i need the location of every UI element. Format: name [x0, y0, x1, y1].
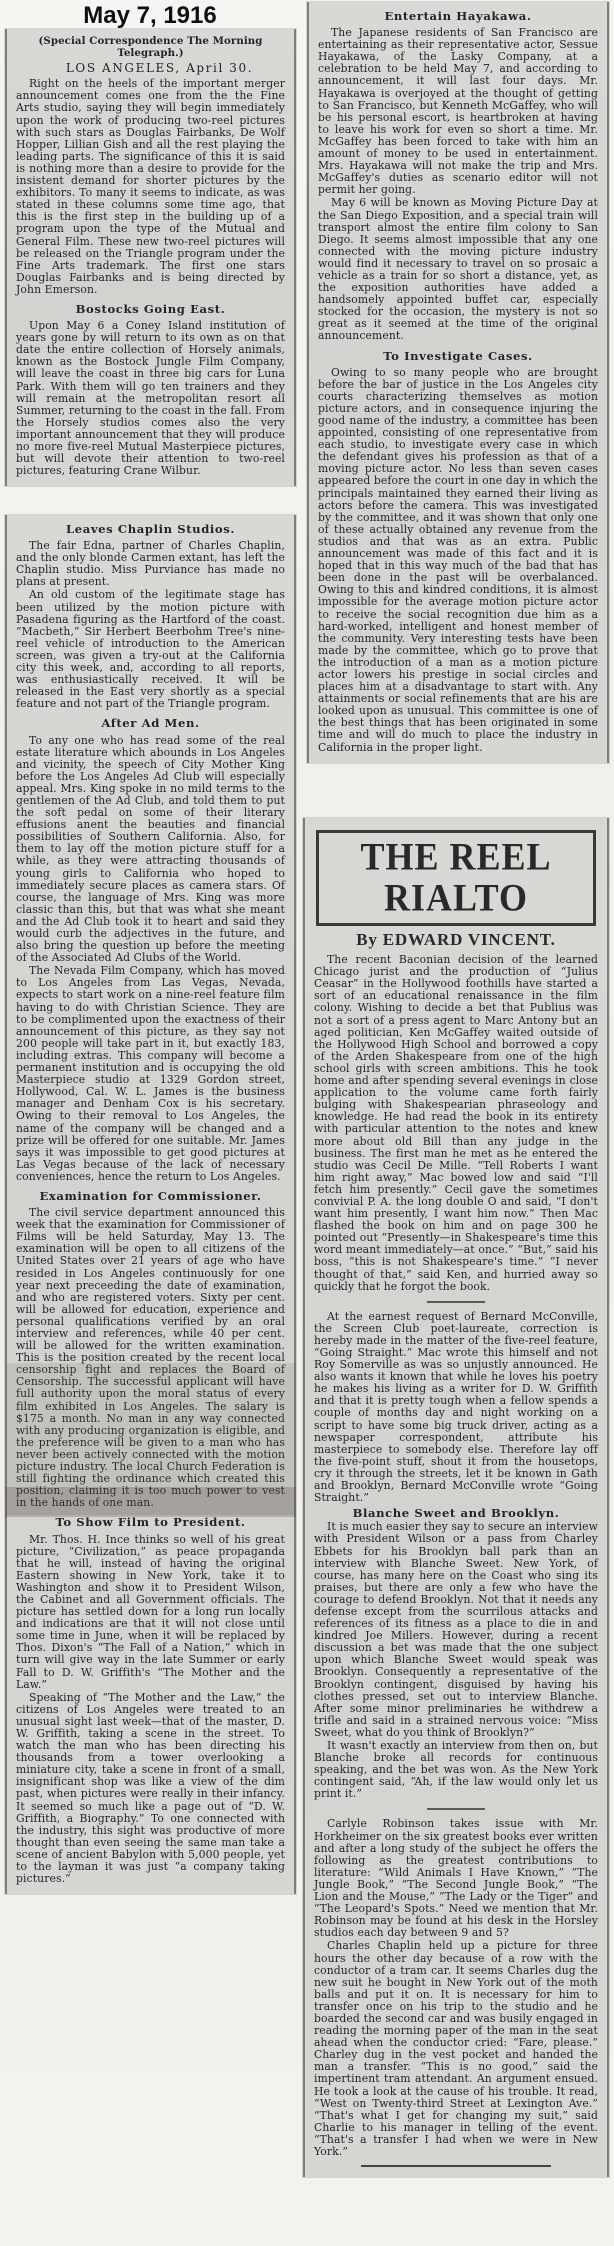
- article-paragraph: Speaking of “The Mother and the Law,” the citizens of Los Angeles were treated to an unusual sight last week—that of the master, D. W. Griffith, taking a scene in the street. To watch the man who has been directing his thousands from a tower overlooking a miniature city, take a scene in front of a small, insignificant shop was like a view of the dim past, when pictures were really in their infancy. It seemed so much like a page out of “D. W. Griffith, a Biography.” To one connected with the industry, this sight was productive of more thought than even seeing the same man take a scene of ancient Babylon with 5,000 people, yet to the layman it was just “a company taking pictures.”: [16, 1690, 285, 1886]
- right-column-clip-rialto: [303, 818, 609, 2177]
- section-heading-admen: After Ad Men.: [101, 716, 200, 731]
- dateline: LOS ANGELES, April 30.: [65, 61, 254, 76]
- section-heading-examination: Examination for Commissioner.: [39, 1188, 262, 1203]
- article-paragraph: The Japanese residents of San Francisco are entertaining as their representative actor, Sessue Hayakawa, of the Lasky Company, at a celebration to be held May 7, and according to announcement, it will last four days. Mr. Hayakawa is overjoyed at the thought of getting to San Francisco, but Kenneth McGaffey, who will be his personal escort, is heartbroken at having to leave his work for even so short a time. Mr. McGaffey has been forced to take with him an amount of money to be used in entertainment. Mrs. Hayakawa will not make the trip and Mrs. McGaffey's duties as scenario editor will not permit her going.: [318, 26, 598, 197]
- rialto-byline: By EDWARD VINCENT.: [356, 930, 556, 949]
- section-heading-hayakawa: Entertain Hayakawa.: [384, 9, 532, 23]
- article-paragraph: It wasn't exactly an interview from then on, but Blanche broke all records for continuous speaking, and the bet was won. As the New York contingent said, “Ah, if the law would only let us print it.”: [314, 1739, 598, 1801]
- article-paragraph: Mr. Thos. H. Ince thinks so well of his great picture, “Civilization,” as peace propaganda that he will, instead of having the original Eastern showing in New York, take it to Washington and show it to President Wilson, the Cabinet and all Government officials. The picture has settled down for a long run locally and indications are that it will not close until some time in June, when it will be replaced by Thos. Dixon's “The Fall of a Nation,” which in turn will give way in the late Summer or early Fall to D. W. Griffith's “The Mother and the Law.”: [16, 1532, 285, 1691]
- article-paragraph: Upon May 6 a Coney Island institution of years gone by will return to its own as on that date the entire collection of Horsely animals, known as the Bostock Jungle Film Company, will leave the coast in three big cars for Luna Park. With them will go ten trainers and they will remain at the metropolitan resort all Summer, returning to the coast in the fall. From the Horsely studios comes also the very important announcement that they will produce no more five-reel Mutual Masterpiece pictures, but will devote their attention to two-reel pictures, featuring Crane Wilbur.: [16, 319, 285, 478]
- rialto-title-box: [316, 830, 596, 926]
- article-paragraph: An old custom of the legitimate stage has been utilized by the motion picture with Pasadena figuring as the Hartford of the coast. “Macbeth,” Sir Herbert Beerbohm Tree's nine-reel vehicle of introduction to the American screen, was given a try-out at the California city this week, and, according to all reports, was enthusiastically received. It will be released in the East very shortly as a special feature and not part of the Triangle program.: [16, 588, 285, 711]
- article-paragraph: Owing to so many people who are brought before the bar of justice in the Los Angeles city courts characterizing themselves as motion picture actors, and in consequence injuring the good name of the industry, a committee has been appointed, consisting of one representative from each studio, to investigate every case in which the defendant gives his profession as that of a moving picture actor. No less than seven cases appeared before the court in one day in which the principals maintained they earned their living as actors before the camera. This was investigated by the committee, and it was shown that only one of these actually obtained any revenue from the studios and that was as an extra. Public announcement was made of this fact and it is hoped that in this way much of the bad that has been done in the past will be overbalanced. Owing to this and kindred conditions, it is almost impossible for the average motion picture actor to receive the social recognition due him as a hard-worked, intelligent and honest member of the community. Very interesting tests have been made by the committee, which go to prove that the introduction of a man as a motion picture actor lowers his prestige in social circles and places him at a disadvantage to start with. Any attainments or social refinements that are his are looked upon as unusual. This committee is one of the best things that has been originated in some time and will do much to place the industry in California in the proper light.: [318, 365, 598, 754]
- article-paragraph: The civil service department announced this week that the examination for Commissioner of Films will be held Saturday, May 13. The examination will be open to all citizens of the United States over 21 years of age who have resided in Los Angeles continuously for one year next preceeding the date of examination, and who are registered voters. Sixty per cent. will be allowed for education, experience and personal qualifications verified by an oral interview and references, while 40 per cent. will be allowed for the written examination. This is the position created by the recent local censorship fight and replaces the Board of Censorship. The successful applicant will have full authority upon the moral status of every film exhibited in Los Angeles. The salary is $175 a month. No man in any way connected with any producing organization is eligible, and the preference will be given to a man who has never been actively connected with the motion picture industry. The local Church Federation is still fighting the ordinance which created this position, claiming it is too much power to vest in the hands of one man.: [16, 1206, 285, 1510]
- item-divider: [427, 1301, 485, 1303]
- right-column-clip-top: [307, 2, 609, 763]
- article-paragraph: Carlyle Robinson takes issue with Mr. Horkheimer on the six greatest books ever written and after a long study of the subject he offers the following as the greatest contributions to literature: “Wild Animals I Have Known,” “The Jungle Book,” “The Second Jungle Book,” “The Lion and the Mouse,” “The Lady or the Tiger” and “The Leopard's Spots.” Need we mention that Mr. Robinson may be found at his desk in the Horsley studios each day between 9 and 5?: [314, 1817, 598, 1940]
- item-divider: [427, 1808, 485, 1810]
- article-paragraph: The recent Baconian decision of the learned Chicago jurist and the production of “Julius Ceasar” in the Hollywood foothills have started a sort of an educational renaissance in the film colony. Wishing to decide a bet that Publius was not a sort of a press agent to Marc Antony but an aged politician, Ken McGaffey waited outside of the Hollywood High School and borrowed a copy of the Arden Shakespeare from one of the high school girls with screen ambitions. This he took home and after spending several evenings in close application to the volume came forth fairly bulging with Shakespearian phraseology and knowledge. He had read the book in its entirety with particular attention to the notes and knew more about old Bill than any judge in the business. The first man he met as he entered the studio was Cecil De Mille. “Tell Roberts I want him right away,” Mac bowed low and said “I'll fetch him presently.” Cecil gave the sometimes convivial P. A. the long double O and said, “I don't want him presently, I want him now.” Then Mac flashed the book on him and on page 300 he pointed out “Presently—in Shakespeare's time this word meant immediately—at once.” “But,” said his boss, “this is not Shakespeare's time.” “I never thought of that,” said Ken, and hurried away so quickly that he forgot the book.: [314, 953, 598, 1293]
- article-paragraph: To any one who has read some of the real estate literature which abounds in Los Angeles and vicinity, the speech of City Mother King before the Los Angeles Ad Club will especially appeal. Mrs. King spoke in no mild terms to the gentlemen of the Ad Club, and told them to put the soft pedal on some of their literary effusions anent the beauties and financial possibilities of Southern California. Also, for them to lay off the motion picture stuff for a while, as they were attracting thousands of young girls to California who hoped to immediately secure places as camera stars. Of course, the language of Mrs. King was more classic than this, but that was what she meant and the Ad Club took it to heart and said they would curb the adjectives in the future, and also bring the question up before the meeting of the Associated Ad Clubs of the World.: [16, 733, 285, 965]
- section-heading-chaplin: Leaves Chaplin Studios.: [65, 522, 236, 536]
- bottom-rule: [361, 2165, 551, 2167]
- correspondence-byline: (Special Correspondence The Morning Telegraph.): [38, 35, 263, 60]
- article-paragraph: Right on the heels of the important merger announcement comes one from the the Fine Arts studio, saying they will begin immediately upon the work of producing two-reel pictures with such stars as Douglas Fairbanks, De Wolf Hopper, Lillian Gish and all the rest playing the leading parts. The significance of this it is said is nothing more than a desire to provide for the insistent demand for shorter pictures by the exhibitors. To many it seems to indicate, as was stated in these columns some time ago, that this is the first step in the building up of a program upon the type of the Mutual and General Film. These new two-reel pictures will be released on the Triangle program under the Fine Arts trademark. The first one stars Douglas Fairbanks and is being directed by John Emerson.: [16, 77, 285, 296]
- section-heading-investigate: To Investigate Cases.: [383, 348, 533, 363]
- section-heading-president: To Show Film to President.: [55, 1515, 246, 1530]
- article-paragraph: The Nevada Film Company, which has moved to Los Angeles from Las Vegas, Nevada, expects to start work on a nine-reel feature film having to do with Christian Science. They are to be complimented upon the exactness of their announcement of this picture, as they say not 200 people will take part in it, but exactly 183, including extras. This company will become a permanent institution and is occupying the old Masterpiece studio at 1329 Gordon street, Hollywood, Cal. W. L. James is the business manager and Denham Cox is his secretary. Owing to their removal to Los Angeles, the name of the company will be changed and a prize will be offered for one suitable. Mr. James says it was impossible to get good pictures at Las Vegas because of the lack of necessary conveniences, hence the return to Los Angeles.: [16, 964, 285, 1183]
- article-paragraph: May 6 will be known as Moving Picture Day at the San Diego Exposition, and a special train will transport almost the entire film colony to San Diego. It seems almost impossible that any one connected with the moving picture industry would find it necessary to travel on so prosaic a vehicle as a train for so short a distance, yet, as the exposition authorities have added a handsomely appointed buffet car, especially stocked for the occasion, the mystery is not so great as it seemed at the time of the original announcement.: [318, 196, 598, 343]
- article-paragraph: The fair Edna, partner of Charles Chaplin, and the only blonde Carmen extant, has left the Chaplin studio. Miss Purviance has made no plans at present.: [16, 539, 285, 589]
- left-column-clip-1: [5, 29, 296, 486]
- rialto-title: THE REEL RIALTO: [360, 834, 552, 920]
- left-column-clip-2: [5, 515, 296, 1894]
- section-heading-bostocks: Bostocks Going East.: [75, 301, 226, 316]
- article-paragraph: At the earnest request of Bernard McConville, the Screen Club poet-laureate, correction is hereby made in the matter of the five-reel feature, “Going Straight.” Mac wrote this himself and not Roy Somerville as was so unjustly announced. He also wants it known that while he loves his poetry he makes his living as a writer for D. W. Griffith and that it is pretty tough when a fellow spends a couple of months day and night working on a script to have some big truck driver, acting as a newspaper correspondent, attribute his masterpiece to somebody else. Therefore lay off the five-point stuff, shout it from the housetops, cry it through the streets, let it be known in Gath and Brooklyn, Bernard McConville wrote “Going Straight.”: [314, 1309, 598, 1505]
- section-heading-blanche: Blanche Sweet and Brooklyn.: [352, 1506, 560, 1521]
- article-paragraph: It is much easier they say to secure an interview with President Wilson or a pass from Charley Ebbets for his Brooklyn ball park than an interview with Blanche Sweet. New York, of course, has many here on the Coast who sing its praises, but there are only a few who have the courage to defend Brooklyn. Not that it needs any defense except from the scurrilous attacks and references of its fitness as a place to die in and kindred Joe Millers. However, during a recent discussion a bet was made that the one subject upon which Blanche Sweet would speak was Brooklyn. Consequently a representative of the Brooklyn contingent, disguised by having his clothes pressed, set out to interview Blanche. After some minor preliminaries he withdrew a trifle and said in a strained nervous voice: “Miss Sweet, what do you think of Brooklyn?”: [314, 1520, 598, 1739]
- article-paragraph: Charles Chaplin held up a picture for three hours the other day because of a row with the conductor of a tram car. It seems Charles dug the new suit he bought in New York out of the moth balls and put it on. It is necessary for him to transfer once on his trip to the studio and he boarded the second car and was busily engaged in reading the morning paper of the man in the seat ahead when the conductor cried: “Fare, please.” Charley dug in the vest pocket and handed the man a transfer. “This is no good,” said the impertinent tram attendant. An argument ensued. He took a look at the cause of his trouble. It read, “West on Twenty-third Street at Lexington Ave.” “That's what I get for changing my suit,” said Charlie to his manager in telling of the event. “That's a transfer I had when we were in New York.”: [314, 1939, 598, 2158]
- page-date-header: May 7, 1916: [83, 2, 217, 29]
